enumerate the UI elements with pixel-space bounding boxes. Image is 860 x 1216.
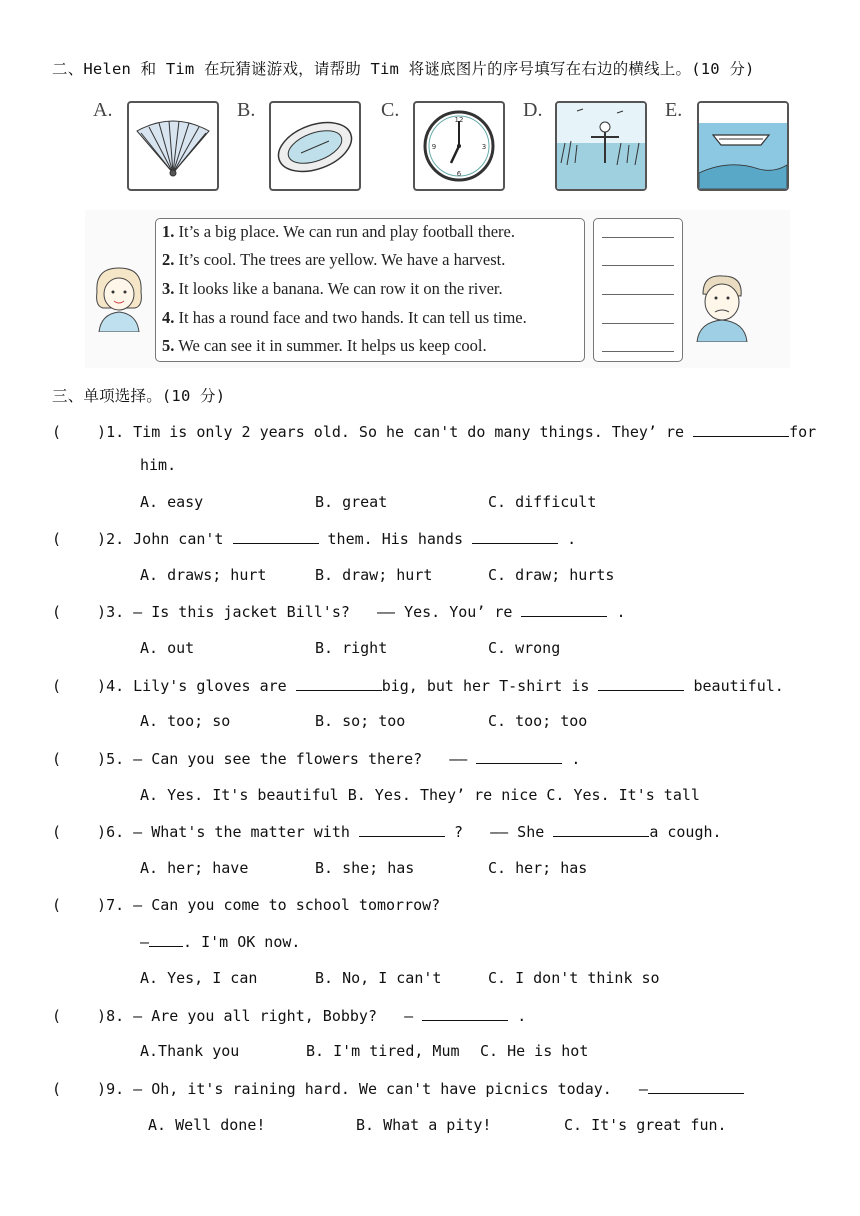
answer-paren-open: (	[52, 530, 62, 548]
question-number: 7.	[106, 896, 125, 914]
fill-blank[interactable]	[233, 529, 319, 544]
question-number: 1.	[106, 423, 125, 441]
answer-paren-close: )	[97, 896, 107, 914]
fan-icon	[127, 101, 219, 191]
answer-paren-close: )	[97, 750, 107, 768]
section-2-heading: 二、Helen 和 Tim 在玩猜谜游戏，请帮助 Tim 将谜底图片的序号填写在右边的横线上。(10 分)	[52, 60, 755, 78]
fill-blank[interactable]	[521, 602, 607, 617]
question-number: 5.	[106, 750, 125, 768]
question-text-tail: for	[789, 423, 817, 441]
fill-blank[interactable]	[553, 822, 649, 837]
answer-paren-open: (	[52, 1007, 62, 1025]
picture-letter-c: C.	[381, 99, 400, 121]
option-c[interactable]: C. draw; hurts	[488, 566, 615, 584]
dash: —	[140, 933, 150, 951]
option-c[interactable]: C. too; too	[488, 712, 588, 730]
option-a[interactable]: A. easy	[140, 493, 204, 511]
answer-paren-close: )	[97, 1007, 107, 1025]
option-a[interactable]: A. Well done!	[148, 1116, 266, 1134]
question-text: John can't	[133, 530, 224, 548]
answer-paren-close: )	[97, 423, 107, 441]
fill-blank[interactable]	[598, 676, 684, 691]
option-b[interactable]: B. she; has	[315, 859, 415, 877]
option-b[interactable]: B. great	[315, 493, 388, 511]
answer-paren-close: )	[97, 530, 107, 548]
fill-blank[interactable]	[648, 1079, 744, 1094]
question-9	[52, 1079, 744, 1098]
question-text-tail: .	[616, 603, 626, 621]
picture-letter-a: A.	[93, 99, 113, 121]
riddle-3: 3. It looks like a banana. We can row it on the river.	[162, 279, 503, 298]
option-a[interactable]: A. too; so	[140, 712, 231, 730]
answer-paren-open: (	[52, 896, 62, 914]
riddle-5: 5. We can see it in summer. It helps us keep cool.	[162, 336, 487, 355]
svg-text:6: 6	[456, 170, 462, 178]
option-a[interactable]: A. her; have	[140, 859, 249, 877]
answer-paren-open: (	[52, 603, 62, 621]
question-number: 8.	[106, 1007, 125, 1025]
picture-letter-b: B.	[237, 99, 256, 121]
option-b[interactable]: B. so; too	[315, 712, 406, 730]
option-b[interactable]: B. No, I can't	[315, 969, 442, 987]
option-c[interactable]: C. wrong	[488, 639, 561, 657]
option-a[interactable]: A. Yes, I can	[140, 969, 258, 987]
answer-paren-close: )	[97, 823, 107, 841]
svg-text:12: 12	[454, 116, 464, 124]
question-text-tail: .	[517, 1007, 527, 1025]
answer-paren-close: )	[97, 677, 107, 695]
fill-blank[interactable]	[149, 932, 183, 947]
question-text: — Oh, it's raining hard. We can't have picnics today. —	[133, 1080, 648, 1098]
clock-icon	[413, 101, 505, 191]
options-line[interactable]: A. Yes. It's beautiful B. Yes. They’ re nice C. Yes. It's tall	[140, 786, 700, 804]
question-text-tail: .	[567, 530, 577, 548]
answer-paren-open: (	[52, 423, 62, 441]
fill-blank[interactable]	[296, 676, 382, 691]
question-number: 4.	[106, 677, 125, 695]
question-7-reply	[140, 932, 300, 951]
question-text: — What's the matter with	[133, 823, 350, 841]
option-a[interactable]: A. out	[140, 639, 195, 657]
answer-paren-close: )	[97, 1080, 107, 1098]
section-3-heading: 三、单项选择。(10 分)	[52, 387, 226, 405]
question-number: 3.	[106, 603, 125, 621]
question-text-mid: them. His hands	[327, 530, 463, 548]
question-number: 9.	[106, 1080, 125, 1098]
question-text: — Are you all right, Bobby? —	[133, 1007, 414, 1025]
fill-blank[interactable]	[422, 1006, 508, 1021]
option-b[interactable]: B. right	[315, 639, 388, 657]
option-b[interactable]: B. What a pity!	[356, 1116, 492, 1134]
boat-river-icon	[697, 101, 789, 191]
riddle-area	[85, 210, 790, 368]
question-text: — Can you come to school tomorrow?	[133, 896, 441, 914]
question-text: — Is this jacket Bill's? —— Yes. You’ re	[133, 603, 513, 621]
answer-blank-1[interactable]	[602, 237, 674, 238]
fill-blank[interactable]	[472, 529, 558, 544]
question-6	[52, 822, 722, 841]
option-c[interactable]: C. I don't think so	[488, 969, 660, 987]
option-a[interactable]: A.Thank you	[140, 1042, 240, 1060]
question-number: 6.	[106, 823, 125, 841]
option-b[interactable]: B. I'm tired, Mum	[306, 1042, 460, 1060]
riddle-1: 1. It’s a big place. We can run and play football there.	[162, 222, 515, 241]
question-text-tail: .	[571, 750, 581, 768]
option-c[interactable]: C. It's great fun.	[564, 1116, 727, 1134]
question-number: 2.	[106, 530, 125, 548]
question-text-mid: ? —— She	[453, 823, 545, 841]
riddle-4: 4. It has a round face and two hands. It can tell us time.	[162, 308, 527, 327]
option-a[interactable]: A. draws; hurt	[140, 566, 267, 584]
picture-letter-e: E.	[665, 99, 683, 121]
tim-avatar	[691, 270, 753, 342]
fill-blank[interactable]	[476, 749, 562, 764]
option-c[interactable]: C. her; has	[488, 859, 588, 877]
option-c[interactable]: C. difficult	[488, 493, 597, 511]
answer-blank-4[interactable]	[602, 323, 674, 324]
question-text-tail: a cough.	[649, 823, 722, 841]
question-text: Lily's gloves are	[133, 677, 287, 695]
answer-blank-3[interactable]	[602, 294, 674, 295]
question-8	[52, 1006, 526, 1025]
reply-text: . I'm OK now.	[183, 933, 301, 951]
answer-blank-2[interactable]	[602, 265, 674, 266]
answer-box	[593, 218, 683, 362]
answer-paren-open: (	[52, 750, 62, 768]
question-5	[52, 749, 580, 768]
question-text: — Can you see the flowers there? ——	[133, 750, 468, 768]
svg-text:3: 3	[481, 143, 487, 151]
option-c[interactable]: C. He is hot	[480, 1042, 589, 1060]
question-1-continued: him.	[140, 456, 177, 474]
picture-row	[85, 95, 790, 200]
sports-field-icon	[269, 101, 361, 191]
answer-paren-open: (	[52, 1080, 62, 1098]
fill-blank[interactable]	[359, 822, 445, 837]
answer-paren-open: (	[52, 823, 62, 841]
question-text: Tim is only 2 years old. So he can't do many things. They’ re	[133, 423, 685, 441]
answer-blank-5[interactable]	[602, 351, 674, 352]
question-text-tail: beautiful.	[693, 677, 784, 695]
question-text-mid: big, but her T-shirt is	[381, 677, 590, 695]
fill-blank[interactable]	[693, 422, 789, 437]
question-4	[52, 676, 784, 695]
helen-avatar	[91, 262, 147, 332]
riddle-2: 2. It’s cool. The trees are yellow. We have a harvest.	[162, 250, 506, 269]
question-2	[52, 529, 576, 548]
answer-paren-close: )	[97, 603, 107, 621]
picture-letter-d: D.	[523, 99, 543, 121]
question-1	[52, 422, 816, 441]
question-3	[52, 602, 626, 621]
question-7	[52, 896, 440, 914]
svg-text:9: 9	[431, 143, 437, 151]
option-b[interactable]: B. draw; hurt	[315, 566, 433, 584]
scarecrow-field-icon	[555, 101, 647, 191]
riddle-box	[155, 218, 585, 362]
answer-paren-open: (	[52, 677, 62, 695]
